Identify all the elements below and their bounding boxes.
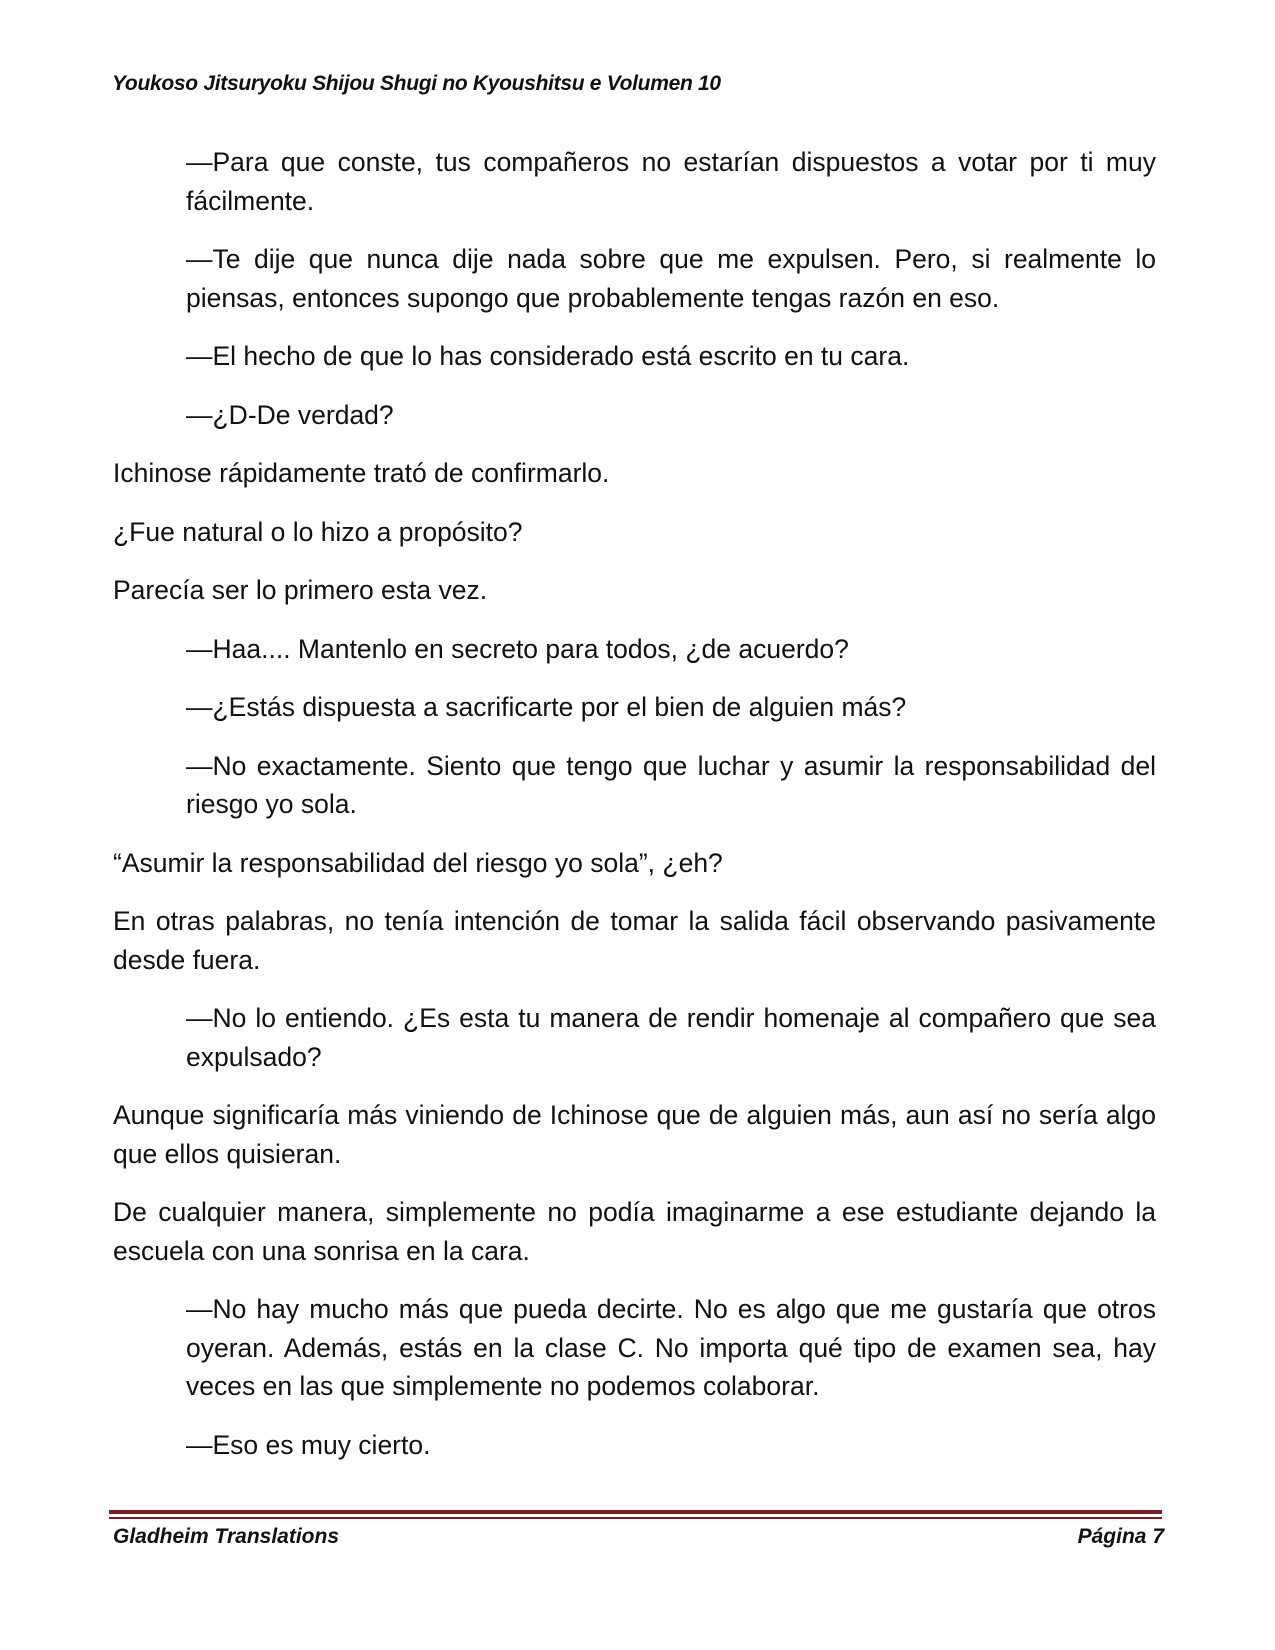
paragraph-narration: Parecía ser lo primero esta vez. bbox=[113, 575, 488, 605]
footer-rule-thick bbox=[109, 1510, 1162, 1514]
page-body bbox=[113, 143, 1156, 1484]
page-header-title: Youkoso Jitsuryoku Shijou Shugi no Kyoushitsu e Volumen 10 bbox=[112, 72, 721, 95]
paragraph-narration: “Asumir la responsabilidad del riesgo yo sola”, ¿eh? bbox=[113, 847, 723, 878]
paragraph-dialogue: —El hecho de que lo has considerado está escrito en tu cara. bbox=[186, 341, 910, 371]
paragraph-narration: De cualquier manera, simplemente no podía imaginarme a ese estudiante dejando la escuela con una sonrisa en la cara. bbox=[113, 1197, 1156, 1266]
footer-translator: Gladheim Translations bbox=[113, 1525, 340, 1548]
footer-page-number: Página 7 bbox=[1077, 1525, 1164, 1548]
paragraph-dialogue: —Haa.... Mantenlo en secreto para todos, ¿de acuerdo? bbox=[186, 633, 849, 664]
paragraph-dialogue: —¿D-De verdad? bbox=[186, 399, 394, 430]
footer-rule-thin bbox=[109, 1517, 1162, 1519]
paragraph-narration: Aunque significaría más viniendo de Ichinose que de alguien más, aun así no sería algo que ellos quisieran. bbox=[113, 1100, 1156, 1169]
paragraph-narration: En otras palabras, no tenía intención de tomar la salida fácil observando pasivamente desde fuera. bbox=[113, 906, 1156, 975]
paragraph-narration: Ichinose rápidamente trató de confirmarlo. bbox=[113, 458, 610, 488]
paragraph-dialogue: —Te dije que nunca dije nada sobre que me expulsen. Pero, si realmente lo piensas, entonces supongo que probablemente tengas razón en eso. bbox=[186, 244, 1156, 313]
paragraph-dialogue: —¿Estás dispuesta a sacrificarte por el bien de alguien más? bbox=[186, 692, 907, 722]
paragraph-narration: ¿Fue natural o lo hizo a propósito? bbox=[113, 516, 523, 547]
paragraph-dialogue: —No exactamente. Siento que tengo que luchar y asumir la responsabilidad del riesgo yo sola. bbox=[186, 750, 1156, 819]
paragraph-dialogue: —Para que conste, tus compañeros no estarían dispuestos a votar por ti muy fácilmente. bbox=[186, 147, 1156, 216]
paragraph-dialogue: —No hay mucho más que pueda decirte. No es algo que me gustaría que otros oyeran. Además, estás en la clase C. No importa qué tipo de examen sea, hay veces en las que simplemente no podemos colaborar. bbox=[186, 1294, 1156, 1401]
paragraph-dialogue: —No lo entiendo. ¿Es esta tu manera de rendir homenaje al compañero que sea expulsado? bbox=[186, 1003, 1156, 1072]
paragraph-dialogue: —Eso es muy cierto. bbox=[186, 1429, 431, 1460]
